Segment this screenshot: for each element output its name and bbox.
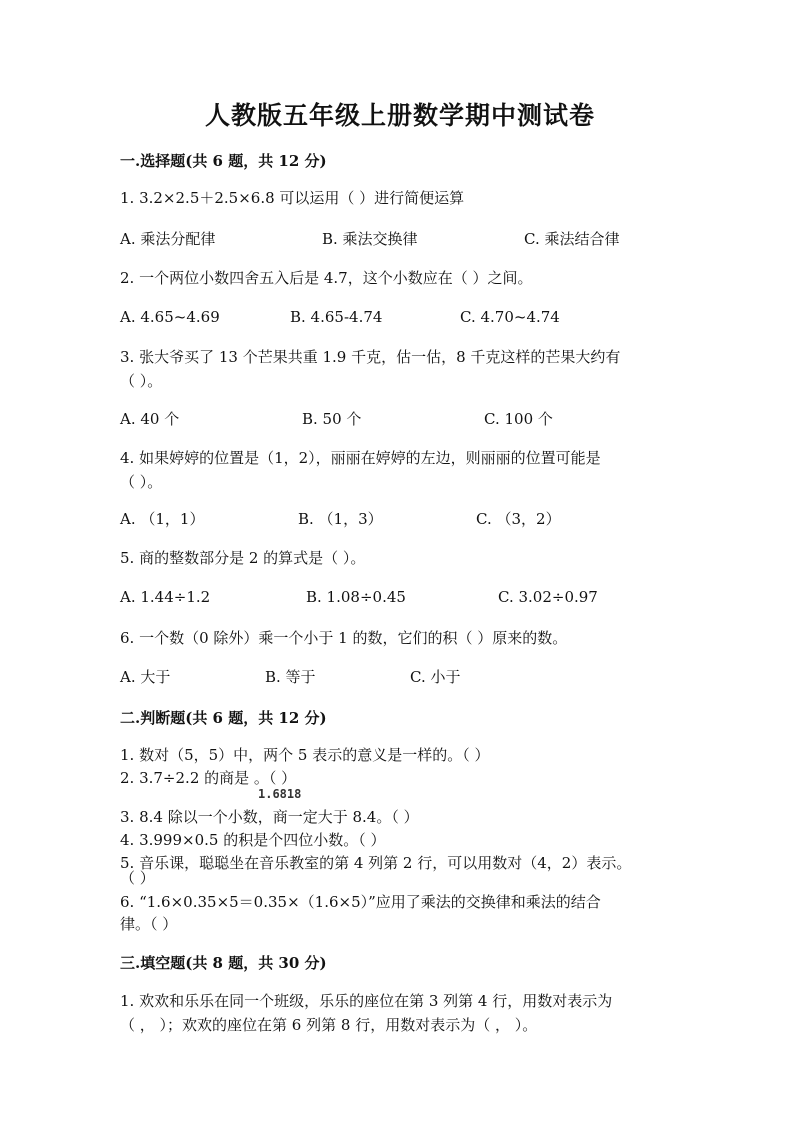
judge-6-line-1: 6. “1.6×0.35×5＝0.35×（1.6×5）”应用了乘法的交换律和乘法的结合 bbox=[120, 893, 601, 911]
q6-option-c[interactable]: C. 小于 bbox=[410, 668, 461, 686]
judge-6-line-2: 律。（ ） bbox=[120, 915, 178, 933]
q3-option-c[interactable]: C. 100 个 bbox=[484, 410, 553, 428]
judge-1: 1. 数对（5，5）中，两个 5 表示的意义是一样的。（ ） bbox=[120, 746, 490, 764]
judge-2-inline-answer: 1.6818 bbox=[258, 787, 302, 801]
question-3-line-2: （ ）。 bbox=[120, 372, 163, 390]
q5-option-a[interactable]: A. 1.44÷1.2 bbox=[120, 588, 211, 606]
question-1: 1. 3.2×2.5＋2.5×6.8 可以运用（ ）进行简便运算 bbox=[120, 189, 465, 207]
section-heading-fill: 三.填空题(共 8 题，共 30 分) bbox=[120, 954, 327, 972]
q4-option-c[interactable]: C. （3，2） bbox=[476, 510, 561, 528]
question-4-line-2: （ ）。 bbox=[120, 473, 163, 491]
q4-option-a[interactable]: A. （1，1） bbox=[120, 510, 205, 528]
q3-option-b[interactable]: B. 50 个 bbox=[302, 410, 362, 428]
q5-option-c[interactable]: C. 3.02÷0.97 bbox=[498, 588, 598, 606]
q6-option-b[interactable]: B. 等于 bbox=[265, 668, 316, 686]
fill-1-line-2: （ ， ）；欢欢的座位在第 6 列第 8 行，用数对表示为（ ， ）。 bbox=[120, 1016, 538, 1034]
q1-option-c[interactable]: C. 乘法结合律 bbox=[524, 230, 620, 248]
judge-5-line-1: 5. 音乐课，聪聪坐在音乐教室的第 4 列第 2 行，可以用数对（4，2）表示。 bbox=[120, 854, 632, 872]
section-heading-judge: 二.判断题(共 6 题，共 12 分) bbox=[120, 709, 327, 727]
question-2: 2. 一个两位小数四舍五入后是 4.7，这个小数应在（ ）之间。 bbox=[120, 269, 533, 287]
section-heading-choice: 一.选择题(共 6 题，共 12 分) bbox=[120, 152, 327, 170]
judge-2: 2. 3.7÷2.2 的商是 。（ ） bbox=[120, 769, 297, 787]
judge-5-line-2: （ ） bbox=[120, 869, 155, 887]
q3-option-a[interactable]: A. 40 个 bbox=[120, 410, 180, 428]
q1-option-b[interactable]: B. 乘法交换律 bbox=[322, 230, 418, 248]
q5-option-b[interactable]: B. 1.08÷0.45 bbox=[306, 588, 406, 606]
judge-4: 4. 3.999×0.5 的积是个四位小数。（ ） bbox=[120, 831, 386, 849]
q1-option-a[interactable]: A. 乘法分配律 bbox=[120, 230, 216, 248]
judge-3: 3. 8.4 除以一个小数，商一定大于 8.4。（ ） bbox=[120, 808, 419, 826]
q2-option-c[interactable]: C. 4.70~4.74 bbox=[460, 308, 560, 326]
q2-option-b[interactable]: B. 4.65-4.74 bbox=[290, 308, 383, 326]
question-5: 5. 商的整数部分是 2 的算式是（ ）。 bbox=[120, 549, 366, 567]
question-6: 6. 一个数（0 除外）乘一个小于 1 的数，它们的积（ ）原来的数。 bbox=[120, 629, 568, 647]
q6-option-a[interactable]: A. 大于 bbox=[120, 668, 171, 686]
question-4-line-1: 4. 如果婷婷的位置是（1，2），丽丽在婷婷的左边，则丽丽的位置可能是 bbox=[120, 449, 601, 467]
question-3-line-1: 3. 张大爷买了 13 个芒果共重 1.9 千克，估一估，8 千克这样的芒果大约有 bbox=[120, 348, 621, 366]
q2-option-a[interactable]: A. 4.65~4.69 bbox=[120, 308, 220, 326]
fill-1-line-1: 1. 欢欢和乐乐在同一个班级，乐乐的座位在第 3 列第 4 行，用数对表示为 bbox=[120, 992, 613, 1010]
page-title: 人教版五年级上册数学期中测试卷 bbox=[204, 101, 595, 130]
q4-option-b[interactable]: B. （1，3） bbox=[298, 510, 383, 528]
